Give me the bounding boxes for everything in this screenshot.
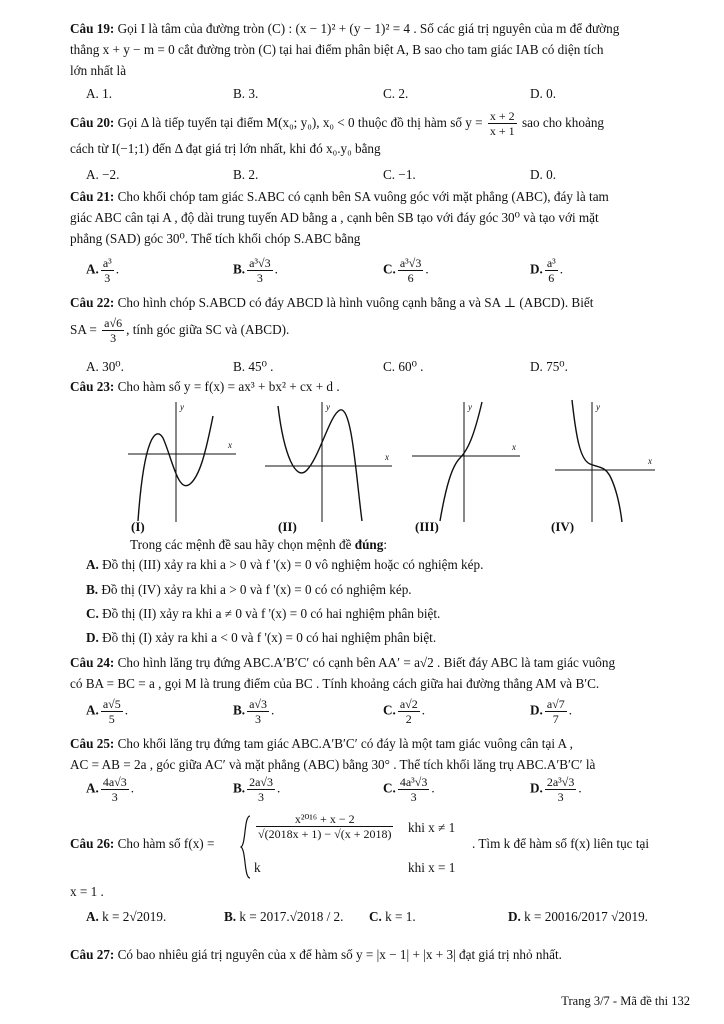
q26-option-c[interactable] xyxy=(369,906,416,928)
q19-line3: lớn nhất là xyxy=(70,63,127,78)
graph-label-i: (I) xyxy=(131,519,145,534)
q23-a-letter: A. xyxy=(86,557,99,572)
q21-d-num: a³ xyxy=(546,256,556,270)
q22-option-d[interactable]: D. 75⁰. xyxy=(530,359,568,374)
q24-option-b[interactable]: B. $\frac{a√3}{3}$ . xyxy=(233,697,275,726)
q25-a-num: 4a√3 xyxy=(102,775,127,789)
q19-option-a[interactable]: A. 1. xyxy=(86,86,113,101)
q23-graphs xyxy=(0,396,724,526)
q25-options xyxy=(0,775,724,811)
q20-option-b[interactable]: B. 2. xyxy=(233,167,259,182)
q20-line1a: Gọi Δ là tiếp tuyến tại điểm M(x₀; y₀), x₀ < 0 thuộc đồ thị hàm số y = xyxy=(117,115,483,130)
q26-case1-den: √(2018x + 1) − √(x + 2018) xyxy=(258,827,392,841)
q24-b-den: 3 xyxy=(255,712,262,726)
q24-d-den: 7 xyxy=(552,712,559,726)
question-26 xyxy=(70,812,694,882)
q26-d-letter: D. xyxy=(508,909,521,924)
graph-ii-y-label: y xyxy=(326,402,330,412)
q25-a-den: 3 xyxy=(111,790,118,804)
q21-label: Câu 21: xyxy=(70,189,115,204)
q24-options xyxy=(0,697,724,733)
graph-i-y-label: y xyxy=(180,402,184,412)
question-24 xyxy=(70,652,694,694)
graph-iv xyxy=(555,400,655,522)
q19-option-c[interactable]: C. 2. xyxy=(383,86,409,101)
q26-case1-cond: khi x ≠ 1 xyxy=(408,820,456,835)
q25-d-num: 2a³√3 xyxy=(546,775,575,789)
q19-line1: Gọi I là tâm của đường tròn (C) : (x − 1)² + (y − 1)² = 4 . Số các giá trị nguyên của m để đường xyxy=(117,21,620,36)
q21-line2: giác ABC cân tại A , độ dài trung tuyến AD bằng a , cạnh bên SB tạo với đáy góc 30⁰ và tạo với mặt xyxy=(70,210,599,225)
q23-label: Câu 23: xyxy=(70,379,115,394)
q26-case2-cond: khi x = 1 xyxy=(408,860,456,875)
q24-option-c[interactable]: C. $\frac{a√2}{2}$ . xyxy=(383,697,426,726)
q25-c-num: 4a³√3 xyxy=(399,775,428,789)
q26-b-letter: B. xyxy=(224,909,237,924)
q22-line1: Cho hình chóp S.ABCD có đáy ABCD là hình vuông cạnh bằng a và SA ⊥ (ABCD). Biết xyxy=(117,295,594,310)
q25-a-letter: A. xyxy=(86,780,99,796)
q19-option-b[interactable]: B. 3. xyxy=(233,86,259,101)
q25-option-d[interactable]: D. $\frac{\text{2a³√3}}{3}$ . xyxy=(530,775,582,804)
q26-c-text: k = 1. xyxy=(385,909,416,924)
q19-label: Câu 19: xyxy=(70,21,115,36)
q23-statement-d[interactable] xyxy=(86,627,436,649)
q24-a-den: 5 xyxy=(108,712,115,726)
graph-iv-x-label: x xyxy=(648,456,652,466)
q26-options xyxy=(0,906,724,936)
q21-line1: Cho khối chóp tam giác S.ABC có cạnh bên SA vuông góc với mặt phẳng (ABC), đáy là tam xyxy=(117,189,609,204)
q24-a-letter: A. xyxy=(86,702,99,718)
q21-option-b[interactable]: B. $\frac{\text{a³√3}}{3}$ . xyxy=(233,256,278,285)
q25-b-letter: B. xyxy=(233,780,246,796)
q20-frac-num: x + 2 xyxy=(489,109,515,124)
q25-d-den: 3 xyxy=(557,790,564,804)
q23-b-text: Đồ thị (IV) xảy ra khi a > 0 và f '(x) = 0 có có nghiệm kép. xyxy=(101,582,412,597)
graph-label-iii: (III) xyxy=(415,519,439,534)
q24-option-a[interactable]: A. $\frac{a√5}{5}$ . xyxy=(86,697,129,726)
question-21 xyxy=(70,186,694,249)
q26-a-text: k = 2√2019. xyxy=(102,909,167,924)
q26-brace xyxy=(240,814,252,880)
q22-options xyxy=(0,356,724,378)
q23-statement-b[interactable] xyxy=(86,579,412,601)
graph-ii-curve xyxy=(278,406,362,521)
q19-line2: thẳng x + y − m = 0 cắt đường tròn (C) tại hai điểm phân biệt A, B sao cho tam giác IAB có diện tích xyxy=(70,42,604,57)
q22-option-b[interactable]: B. 45⁰ . xyxy=(233,359,274,374)
q20-fraction xyxy=(488,109,517,138)
q23-d-text: Đồ thị (I) xảy ra khi a < 0 và f '(x) = 0 có hai nghiệm phân biệt. xyxy=(102,630,437,645)
q21-c-den: 6 xyxy=(407,271,414,285)
q26-tail: . Tìm k để hàm số f(x) liên tục tại xyxy=(472,836,650,851)
q21-a-num: a³ xyxy=(102,256,112,270)
q21-a-den: 3 xyxy=(104,271,111,285)
q23-statement-c[interactable] xyxy=(86,603,440,625)
graph-iv-y-label: y xyxy=(596,402,600,412)
graph-label-iv: (IV) xyxy=(551,519,575,534)
q25-b-num: 2a√3 xyxy=(249,775,274,789)
q26-option-a[interactable] xyxy=(86,906,166,928)
q26-a-letter: A. xyxy=(86,909,99,924)
q21-options xyxy=(0,256,724,292)
page-footer: Trang 3/7 - Mã đề thi 132 xyxy=(561,994,690,1008)
q21-b-letter: B. xyxy=(233,261,246,277)
question-22 xyxy=(70,292,694,347)
q23-prompt-end: : xyxy=(383,537,388,552)
q24-b-num: a√3 xyxy=(249,697,268,711)
q21-d-letter: D. xyxy=(530,261,543,277)
q25-line2: AC = AB = 2a , góc giữa AC′ và mặt phẳng (ABC) bằng 30° . Thể tích khối lăng trụ ABC.A′B′C′ là xyxy=(70,757,596,772)
q26-case1-num: x²⁰¹⁶ + x − 2 xyxy=(256,812,393,827)
graph-iv-curve xyxy=(572,400,622,522)
q20-line2: cách từ I(−1;1) đến Δ đạt giá trị lớn nhất, khi đó x₀.y₀ bằng xyxy=(70,141,381,156)
q22-option-a[interactable]: A. 30⁰. xyxy=(86,359,124,374)
graph-iii-x-label: x xyxy=(512,442,516,452)
q22-line2a: SA = xyxy=(70,322,97,337)
q21-d-den: 6 xyxy=(548,271,555,285)
q23-prompt-text: Trong các mệnh đề sau hãy chọn mệnh đề xyxy=(130,537,355,552)
graph-iii-curve xyxy=(440,402,482,521)
graph-iii xyxy=(412,402,520,522)
q20-label: Câu 20: xyxy=(70,115,115,130)
q21-option-c[interactable]: C. $\frac{\text{a³√3}}{6}$ . xyxy=(383,256,429,285)
q21-line3: phẳng (SAD) góc 30⁰. Thể tích khối chóp S.ABC bằng xyxy=(70,231,361,246)
q21-option-a[interactable]: A. $\frac{\text{a³}}{3}$ . xyxy=(86,256,120,285)
q26-option-d[interactable] xyxy=(508,906,648,928)
q26-c-letter: C. xyxy=(369,909,382,924)
q24-d-letter: D. xyxy=(530,702,543,718)
q25-b-den: 3 xyxy=(258,790,265,804)
q24-c-letter: C. xyxy=(383,702,396,718)
question-23 xyxy=(70,376,694,397)
q23-b-letter: B. xyxy=(86,582,99,597)
q22-fraction xyxy=(102,316,124,345)
q25-c-letter: C. xyxy=(383,780,396,796)
q23-prompt xyxy=(130,535,387,555)
q19-options xyxy=(0,83,724,105)
question-20 xyxy=(70,108,694,159)
q24-c-den: 2 xyxy=(405,712,412,726)
q27-line1: Có bao nhiêu giá trị nguyên của x để hàm số y = |x − 1| + |x + 3| đạt giá trị nhỏ nhất. xyxy=(117,947,562,962)
q19-option-d[interactable]: D. 0. xyxy=(530,86,557,101)
graph-i-x-label: x xyxy=(228,440,232,450)
q21-c-num: a³√3 xyxy=(399,256,422,270)
q26-b-text: k = 2017.√2018 / 2. xyxy=(239,909,344,924)
q26-label: Câu 26: xyxy=(70,836,115,851)
q20-options xyxy=(0,164,724,186)
q23-d-letter: D. xyxy=(86,630,99,645)
q20-frac-den: x + 1 xyxy=(489,124,515,139)
q26-intro: Cho hàm số f(x) = xyxy=(117,836,215,851)
q21-b-num: a³√3 xyxy=(249,256,271,270)
q26-d-text: k = 20016/2017 √2019. xyxy=(524,909,648,924)
graph-ii xyxy=(265,402,392,522)
question-19 xyxy=(70,18,694,81)
question-25 xyxy=(70,733,694,775)
q21-a-letter: A. xyxy=(86,261,99,277)
q23-line1: Cho hàm số y = f(x) = ax³ + bx² + cx + d . xyxy=(117,379,340,394)
q20-option-d[interactable]: D. 0. xyxy=(530,167,557,182)
question-27 xyxy=(70,944,694,965)
q26-option-b[interactable] xyxy=(224,906,343,928)
q24-line1: Cho hình lăng trụ đứng ABC.A′B′C′ có cạnh bên AA′ = a√2 . Biết đáy ABC là tam giác vuông xyxy=(117,655,616,670)
q21-b-den: 3 xyxy=(256,271,263,285)
q27-label: Câu 27: xyxy=(70,947,115,962)
q22-line2b: , tính góc giữa SC và (ABCD). xyxy=(126,322,290,337)
q24-a-num: a√5 xyxy=(102,697,121,711)
q22-label: Câu 22: xyxy=(70,295,115,310)
q22-option-c[interactable]: C. 60⁰ . xyxy=(383,359,424,374)
q25-c-den: 3 xyxy=(410,790,417,804)
q22-frac-den: 3 xyxy=(110,331,117,346)
graph-i xyxy=(128,402,236,522)
q23-prompt-bold: đúng xyxy=(354,537,384,552)
q26-line2: x = 1 . xyxy=(70,884,104,899)
q20-line1b: sao cho khoảng xyxy=(521,115,605,130)
q24-c-num: a√2 xyxy=(399,697,418,711)
q23-c-letter: C. xyxy=(86,606,99,621)
q24-line2: có BA = BC = a , gọi M là trung điểm của BC . Tính khoảng cách giữa hai đường thẳng AM và B′C. xyxy=(70,676,600,691)
q26-case1 xyxy=(254,812,395,841)
q24-label: Câu 24: xyxy=(70,655,115,670)
q25-d-letter: D. xyxy=(530,780,543,796)
graph-ii-x-label: x xyxy=(385,452,389,462)
q24-b-letter: B. xyxy=(233,702,246,718)
q21-c-letter: C. xyxy=(383,261,396,277)
q20-option-a[interactable]: A. −2. xyxy=(86,167,120,182)
q20-option-c[interactable]: C. −1. xyxy=(383,167,416,182)
q24-option-d[interactable]: D. $\frac{a√7}{7}$ . xyxy=(530,697,573,726)
q26-case2: k xyxy=(254,860,261,875)
q25-label: Câu 25: xyxy=(70,736,115,751)
q25-option-a[interactable]: A. $\frac{4a√3}{3}$ . xyxy=(86,775,135,804)
q25-option-b[interactable]: B. $\frac{2a√3}{3}$ . xyxy=(233,775,281,804)
q23-statement-a[interactable] xyxy=(86,554,483,576)
q25-line1: Cho khối lăng trụ đứng tam giác ABC.A′B′C′ có đáy là một tam giác vuông cân tại A , xyxy=(117,736,573,751)
q21-option-d[interactable]: D. $\frac{\text{a³}}{6}$ . xyxy=(530,256,564,285)
q23-c-text: Đồ thị (II) xảy ra khi a ≠ 0 và f '(x) = 0 có hai nghiệm phân biệt. xyxy=(102,606,441,621)
q22-frac-num: a√6 xyxy=(104,316,123,331)
graph-label-ii: (II) xyxy=(278,519,297,534)
q24-d-num: a√7 xyxy=(546,697,565,711)
q23-a-text: Đồ thị (III) xảy ra khi a > 0 và f '(x) = 0 vô nghiệm hoặc có nghiệm kép. xyxy=(102,557,484,572)
q25-option-c[interactable]: C. $\frac{\text{4a³√3}}{3}$ . xyxy=(383,775,435,804)
graph-iii-y-label: y xyxy=(468,402,472,412)
